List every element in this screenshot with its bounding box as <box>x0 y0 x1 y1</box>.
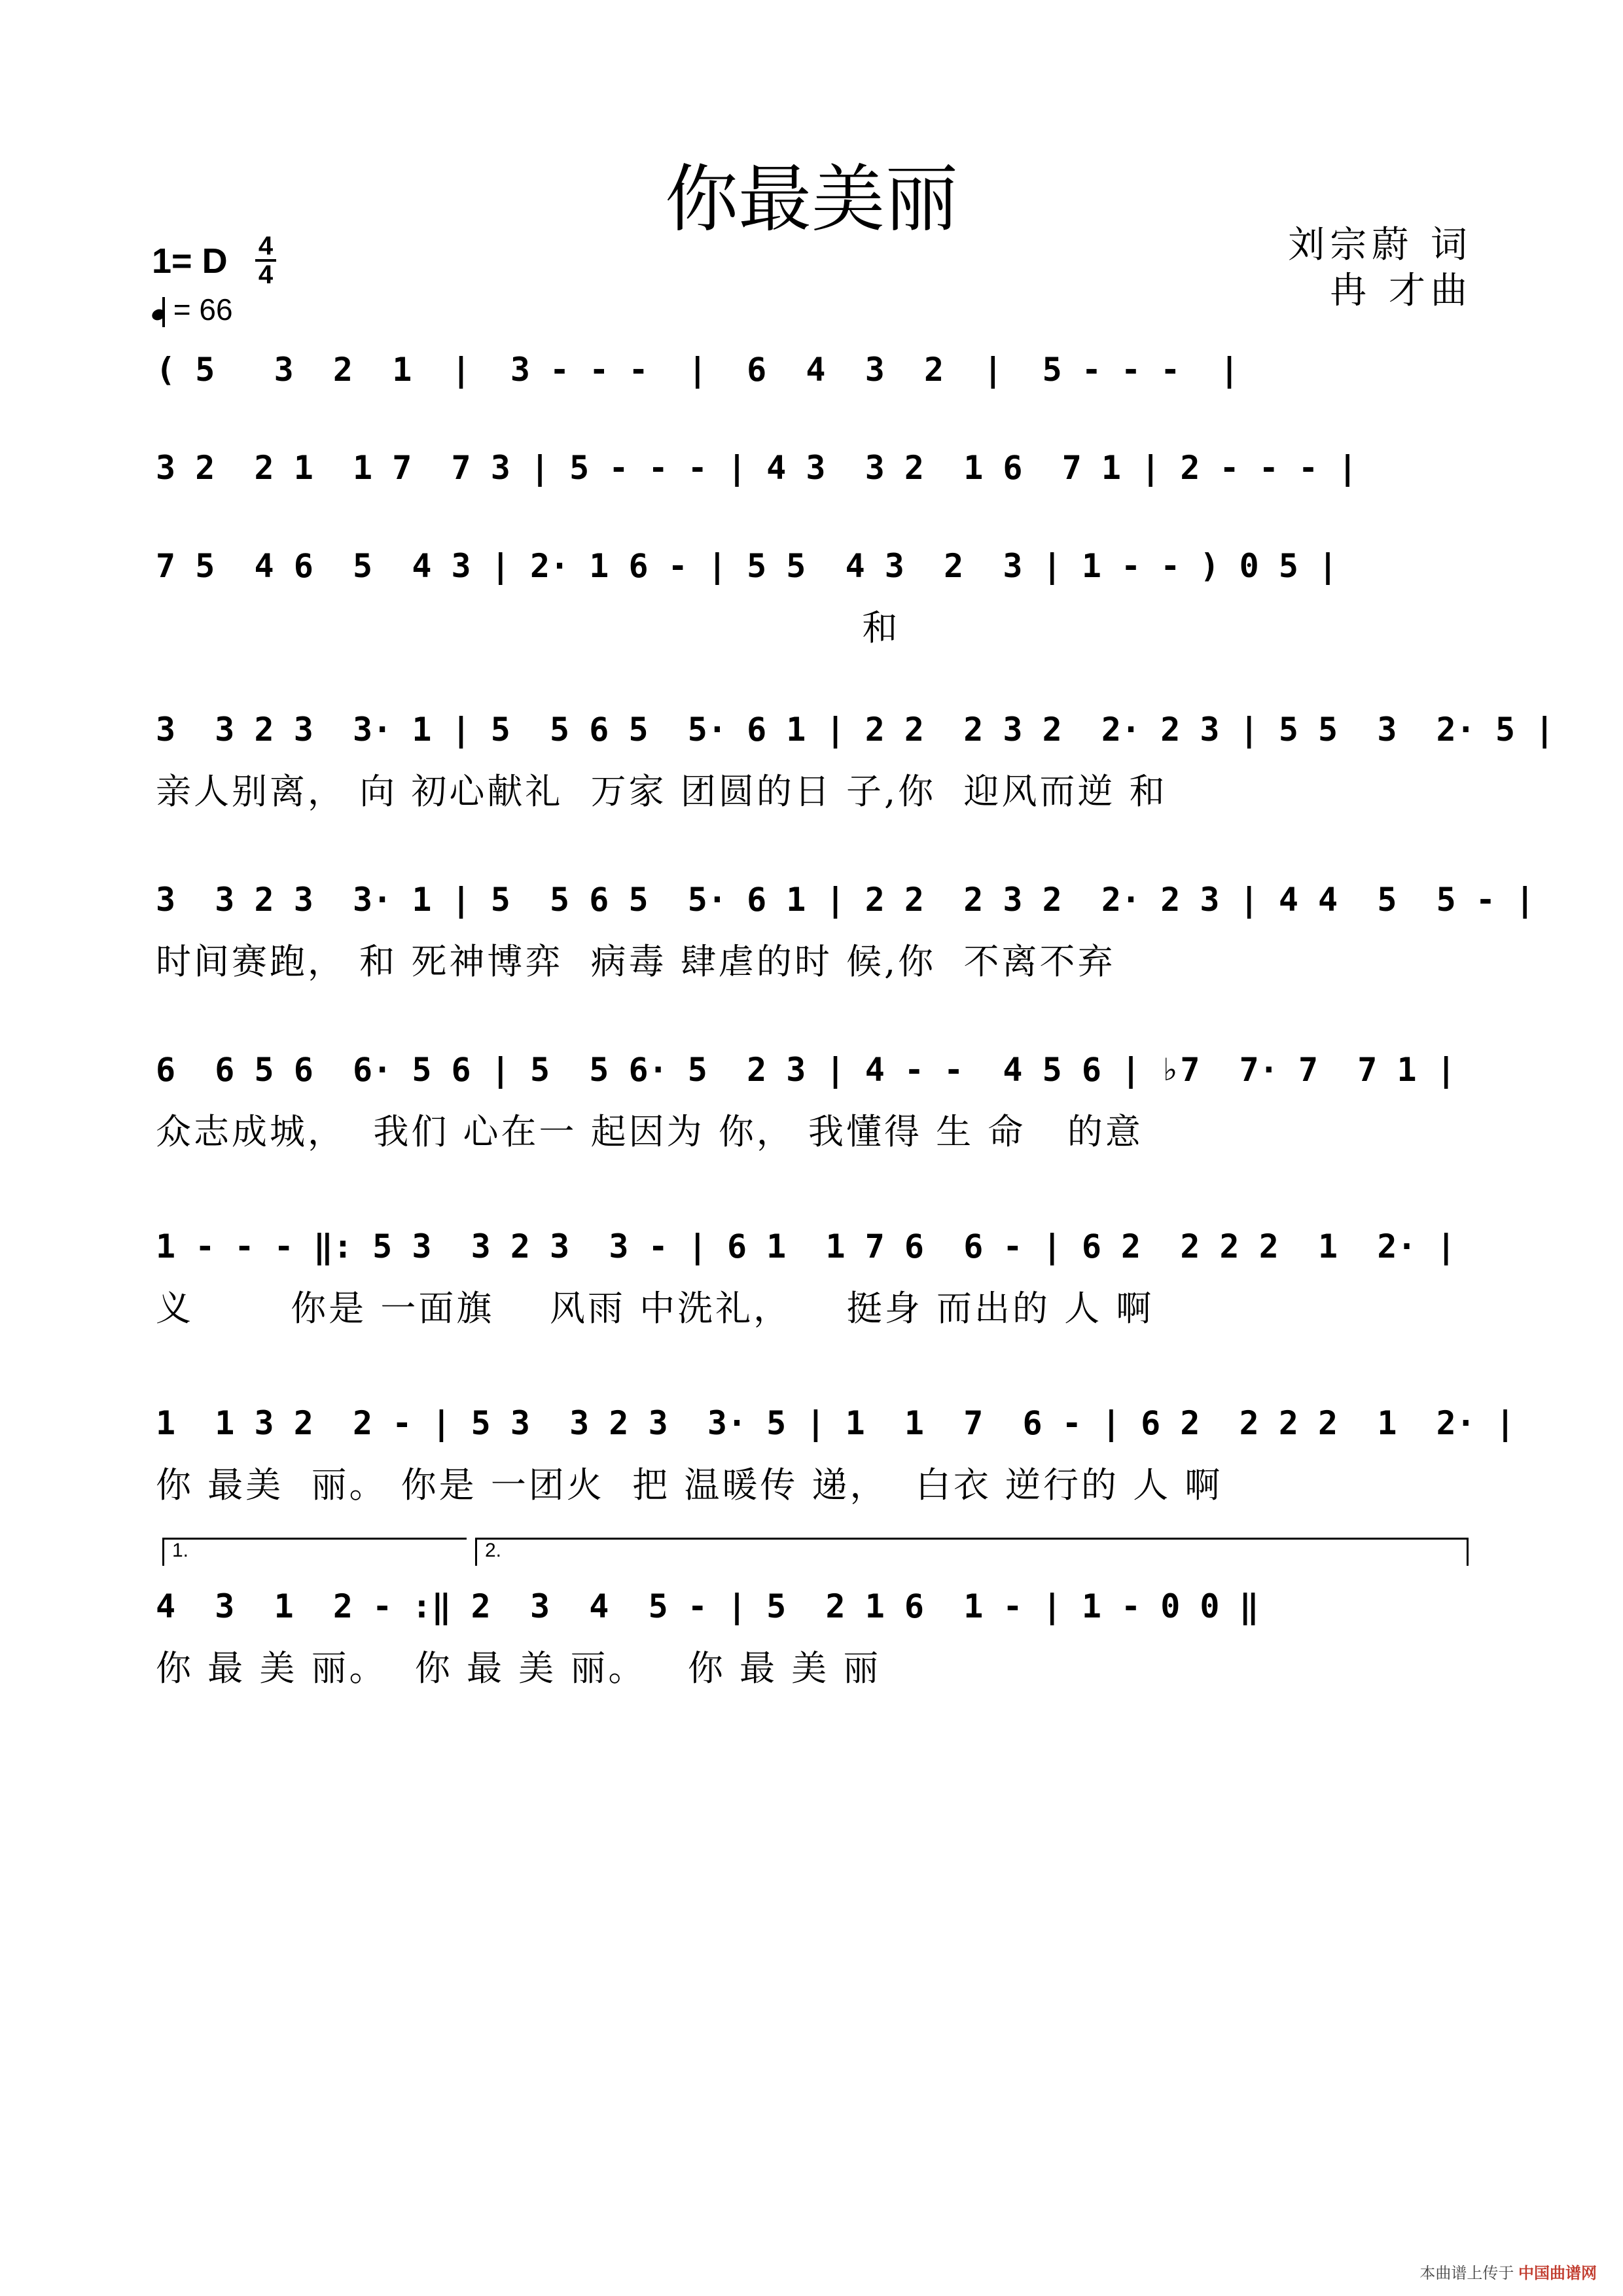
lyric-line: 你 最美 丽。 你是 一团火 把 温暖传 递， 白衣 逆行的 人 啊 <box>156 1464 1223 1506</box>
tempo-marking <box>152 292 233 327</box>
footer-watermark <box>1419 2260 1597 2283</box>
lyric-line: 众志成城， 我们 心在一 起因为 你， 我懂得 生 命 的意 <box>156 1111 1143 1152</box>
notation-line: 3 3 2 3 3· 1 | 5 5 6 5 5· 6 1 | 2 2 2 3 2 2· 2 3 | 5 5 3 2· 5 | <box>156 711 1555 749</box>
lyricist-credit: 刘宗蔚 词 <box>1288 224 1472 266</box>
lyric-line: 时间赛跑， 和 死神博弈 病毒 肆虐的时 候,你 不离不弃 <box>156 941 1116 982</box>
volta-second-ending: 2. <box>475 1538 1469 1566</box>
lyric-line: 亲人别离， 向 初心献礼 万家 团圆的日 子,你 迎风而逆 和 <box>156 771 1168 812</box>
lyric-line: 义 你是 一面旗 风雨 中洗礼， 挺身 而出的 人 啊 <box>156 1288 1154 1329</box>
footer-text: 本曲谱上传于 <box>1419 2265 1514 2282</box>
notation-line: 3 2 2 1 1 7 7 3 | 5 - - - | 4 3 3 2 1 6 7 1 | 2 - - - | <box>156 449 1358 487</box>
notation-line: ( 5 3 2 1 | 3 - - - | 6 4 3 2 | 5 - - - | <box>156 351 1240 389</box>
key-signature: 1= D <box>152 241 228 281</box>
notation-line: 6 6 5 6 6· 5 6 | 5 5 6· 5 2 3 | 4 - - 4 5 6 | ♭7 7· 7 7 1 | <box>156 1051 1456 1089</box>
lyric-line: 你 最 美 丽。 你 最 美 丽。 你 最 美 丽 <box>156 1648 882 1689</box>
composer-credit: 冉 才曲 <box>1330 270 1472 312</box>
notation-line: 1 1 3 2 2 - | 5 3 3 2 3 3· 5 | 1 1 7 6 - | 6 2 2 2 2 1 2· | <box>156 1404 1516 1442</box>
volta-first-ending: 1. <box>162 1538 467 1566</box>
lyric-line: 和 <box>156 607 901 648</box>
tempo-value: = 66 <box>173 292 233 327</box>
notation-line: 3 3 2 3 3· 1 | 5 5 6 5 5· 6 1 | 2 2 2 3 2 2· 2 3 | 4 4 5 5 - | <box>156 881 1535 919</box>
song-title: 你最美丽 <box>665 157 958 242</box>
time-signature <box>255 233 276 288</box>
footer-brand-logo: 中国曲谱网 <box>1518 2265 1597 2282</box>
time-signature-top: 4 <box>258 232 274 260</box>
notation-line: 7 5 4 6 5 4 3 | 2· 1 6 - | 5 5 4 3 2 3 | 1 - - ) 0 5 | <box>156 547 1338 585</box>
notation-line: 1 - - - ‖: 5 3 3 2 3 3 - | 6 1 1 7 6 6 - | 6 2 2 2 2 1 2· | <box>156 1227 1456 1265</box>
time-signature-bottom: 4 <box>258 260 274 289</box>
notation-line: 4 3 1 2 - :‖ 2 3 4 5 - | 5 2 1 6 1 - | 1 - 0 0 ‖ <box>156 1587 1259 1625</box>
